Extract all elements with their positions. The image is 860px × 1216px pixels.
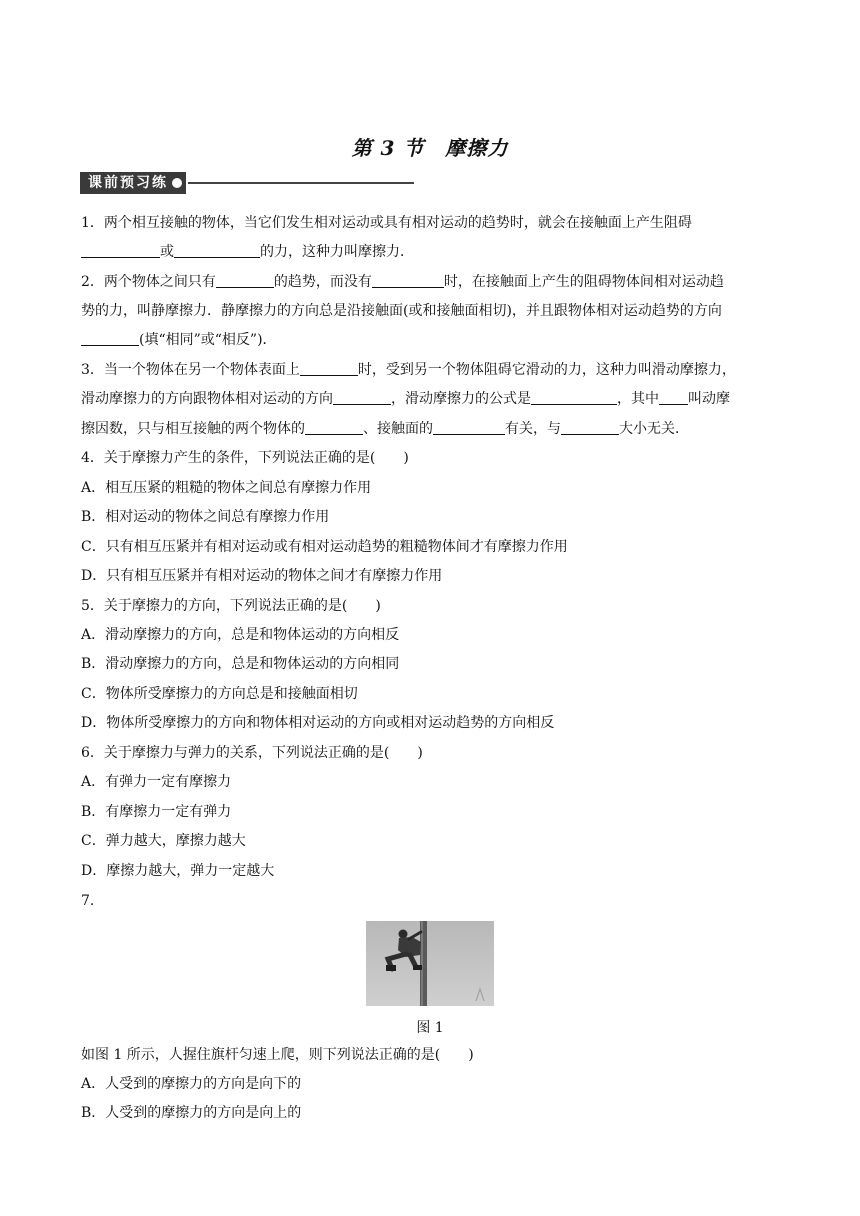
q1-text: 或 bbox=[160, 244, 174, 260]
q5-option-a: A．滑动摩擦力的方向，总是和物体运动的方向相反 bbox=[81, 627, 400, 643]
blank bbox=[300, 361, 358, 376]
q3-text: ，其中 bbox=[617, 391, 659, 407]
blank bbox=[216, 273, 274, 288]
q6-option-a: A．有弹力一定有摩擦力 bbox=[81, 774, 232, 790]
q1-line-2 bbox=[81, 243, 414, 261]
climbing-pole-photo bbox=[366, 921, 494, 1006]
q4-option-b: B．相对运动的物体之间总有摩擦力作用 bbox=[81, 509, 330, 525]
q3-text: 3．当一个物体在另一个物体表面上 bbox=[81, 362, 300, 378]
q3-line-3 bbox=[81, 420, 689, 438]
q3-text: 滑动摩擦力的方向跟物体相对运动的方向 bbox=[81, 391, 333, 407]
q4-stem: 4．关于摩擦力产生的条件，下列说法正确的是( ) bbox=[81, 450, 409, 466]
blank bbox=[305, 420, 363, 435]
q2-line-3 bbox=[81, 331, 277, 349]
section-tag-label: 课前预习练 bbox=[88, 175, 168, 191]
q2-text: (填“相同”或“相反”)． bbox=[139, 332, 277, 348]
q1-text: 的力，这种力叫摩擦力． bbox=[260, 244, 414, 260]
q7-option-b: B．人受到的摩擦力的方向是向上的 bbox=[81, 1105, 302, 1121]
blank bbox=[333, 390, 391, 405]
q2-text: 的趋势，而没有 bbox=[273, 274, 372, 290]
q4-option-c: C．只有相互压紧并有相对运动或有相对运动趋势的粗糙物体间才有摩擦力作用 bbox=[81, 539, 568, 555]
q5-option-d: D．物体所受摩擦力的方向和物体相对运动的方向或相对运动趋势的方向相反 bbox=[81, 715, 555, 731]
q5-stem: 5．关于摩擦力的方向，下列说法正确的是( ) bbox=[81, 598, 381, 614]
q7-option-a: A．人受到的摩擦力的方向是向下的 bbox=[81, 1076, 302, 1092]
q3-text: 擦因数，只与相互接触的两个物体的 bbox=[81, 421, 305, 437]
blank bbox=[174, 243, 260, 258]
q3-text: 大小无关． bbox=[619, 421, 689, 437]
q6-option-d: D．摩擦力越大，弹力一定越大 bbox=[81, 863, 275, 879]
blank bbox=[561, 420, 619, 435]
figure-caption: 图 1 bbox=[416, 1020, 444, 1036]
q3-line-1 bbox=[81, 361, 736, 379]
q3-text: ，滑动摩擦力的公式是 bbox=[391, 391, 531, 407]
blank bbox=[81, 331, 139, 346]
q6-stem: 6．关于摩擦力与弹力的关系，下列说法正确的是( ) bbox=[81, 745, 423, 761]
q4-option-a: A．相互压紧的粗糙的物体之间总有摩擦力作用 bbox=[81, 480, 372, 496]
blank bbox=[433, 420, 505, 435]
q2-line-2: 势的力，叫静摩擦力．静摩擦力的方向总是沿接触面(或和接触面相切)，并且跟物体相对运动趋势的方向 bbox=[81, 303, 722, 319]
q3-text: 有关，与 bbox=[505, 421, 561, 437]
blank bbox=[531, 390, 617, 405]
q5-option-b: B．滑动摩擦力的方向，总是和物体运动的方向相同 bbox=[81, 656, 400, 672]
q6-option-c: C．弹力越大，摩擦力越大 bbox=[81, 833, 246, 849]
q3-text: 叫动摩 bbox=[688, 391, 730, 407]
q7-number: 7. bbox=[81, 893, 95, 909]
section-divider bbox=[188, 182, 414, 184]
q2-text: 时，在接触面上产生的阻碍物体间相对运动趋 bbox=[443, 274, 724, 290]
page-title: 第 3 节 摩擦力 bbox=[351, 136, 509, 160]
blank bbox=[372, 273, 444, 288]
blank bbox=[659, 390, 688, 405]
q2-line-1 bbox=[81, 273, 724, 291]
q5-option-c: C．物体所受摩擦力的方向总是和接触面相切 bbox=[81, 686, 358, 702]
q3-text: 时，受到另一个物体阻碍它滑动的力，这种力叫滑动摩擦力， bbox=[357, 362, 736, 378]
q7-stem: 如图 1 所示，人握住旗杆匀速上爬，则下列说法正确的是( ) bbox=[81, 1047, 474, 1063]
section-tag bbox=[80, 172, 186, 194]
q3-line-2 bbox=[81, 390, 730, 408]
q4-option-d: D．只有相互压紧并有相对运动的物体之间才有摩擦力作用 bbox=[81, 568, 443, 584]
q3-text: 、接触面的 bbox=[363, 421, 433, 437]
section-header bbox=[80, 172, 414, 194]
q1-line-1: 1．两个相互接触的物体，当它们发生相对运动或具有相对运动的趋势时，就会在接触面上产生阻碍 bbox=[81, 215, 692, 231]
q6-option-b: B．有摩擦力一定有弹力 bbox=[81, 804, 232, 820]
blank bbox=[81, 243, 160, 258]
bullet-dot-icon bbox=[172, 178, 182, 188]
q2-text: 2．两个物体之间只有 bbox=[81, 274, 216, 290]
